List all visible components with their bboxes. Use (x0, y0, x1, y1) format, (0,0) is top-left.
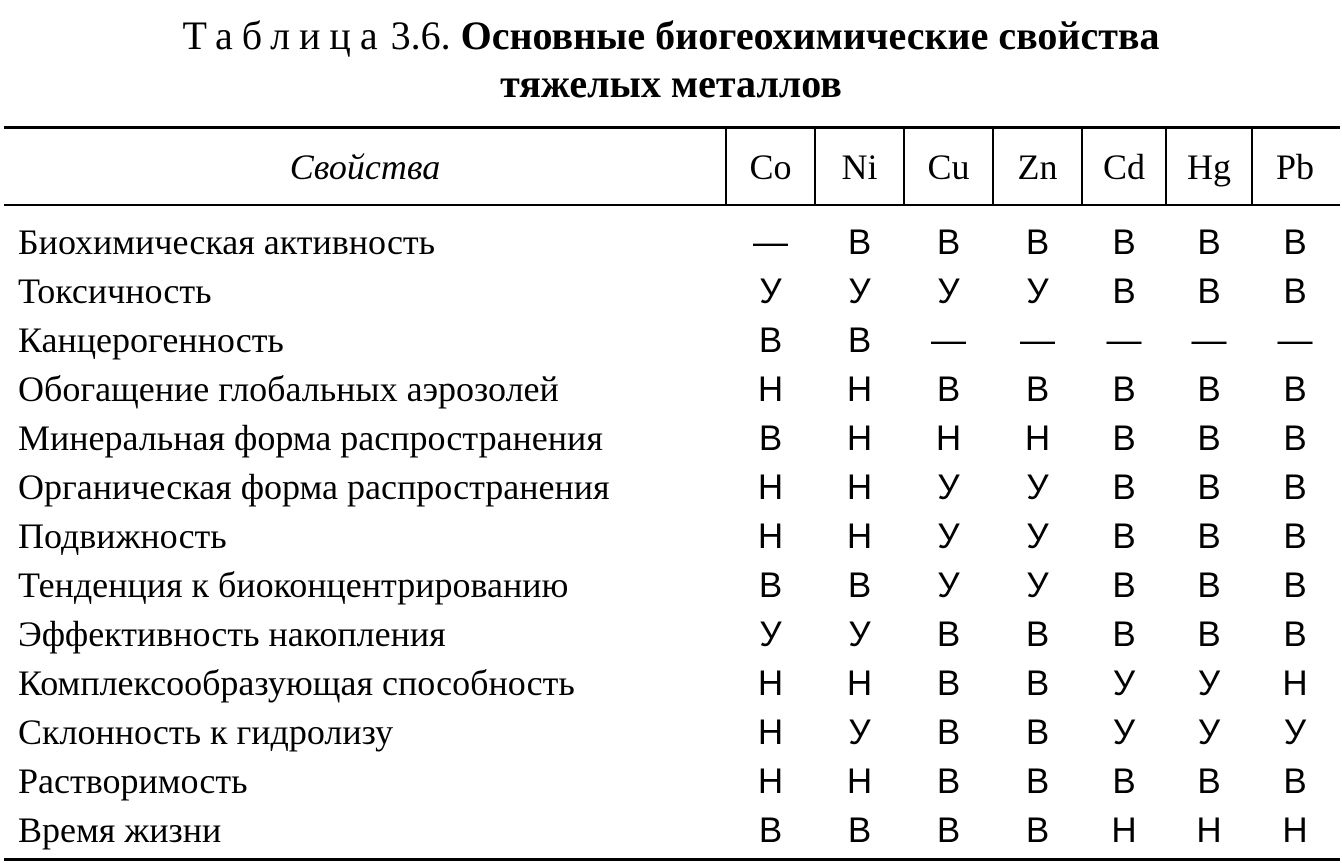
cell-ni: Н (846, 664, 873, 703)
header-divider (1165, 129, 1167, 204)
cell-cu: В (936, 762, 961, 801)
cell-pb: В (1283, 419, 1307, 458)
cell-hg: В (1197, 615, 1221, 654)
table-row (0, 365, 1342, 414)
cell-cd: У (1112, 664, 1136, 703)
row-property-name: Комплексообразующая способность (18, 663, 575, 703)
cell-zn: У (1026, 272, 1049, 311)
table-row (0, 414, 1342, 463)
cell-hg: В (1197, 517, 1221, 556)
cell-ni: В (847, 566, 872, 605)
header-divider (814, 129, 816, 204)
row-property-name: Тенденция к биоконцентрированию (18, 565, 569, 605)
cell-zn: В (1025, 713, 1050, 752)
header-divider (1081, 129, 1083, 204)
cell-zn: Н (1024, 419, 1051, 458)
table-caption (0, 12, 1342, 60)
table-caption-text-line2: тяжелых металлов (500, 61, 842, 106)
table-caption-text: Основные биогеохимические свойства (460, 13, 1160, 58)
cell-zn: В (1025, 762, 1050, 801)
cell-pb: В (1283, 517, 1307, 556)
cell-co: Н (757, 664, 784, 703)
table-row (0, 316, 1342, 365)
cell-ni: В (847, 811, 872, 850)
cell-co: В (758, 419, 783, 458)
header-ni: Ni (841, 146, 878, 187)
table-row (0, 218, 1342, 267)
cell-zn: В (1025, 370, 1050, 409)
row-property-name: Склонность к гидролизу (18, 712, 394, 752)
table-header-rule (4, 204, 1340, 206)
cell-pb: В (1283, 762, 1307, 801)
cell-pb: Н (1282, 664, 1308, 703)
table-bottom-rule (4, 858, 1340, 861)
cell-cu: В (936, 713, 961, 752)
cell-co: Н (757, 762, 784, 801)
header-pb: Pb (1275, 146, 1315, 187)
row-property-name: Обогащение глобальных аэрозолей (18, 369, 559, 409)
cell-hg: — (1191, 321, 1227, 360)
table-row (0, 806, 1342, 855)
cell-cd: В (1112, 419, 1136, 458)
table-row (0, 561, 1342, 610)
cell-ni: В (847, 321, 872, 360)
cell-zn: У (1026, 566, 1049, 605)
table-row (0, 610, 1342, 659)
cell-ni: Н (846, 419, 873, 458)
cell-co: Н (757, 468, 784, 507)
cell-pb: — (1277, 321, 1313, 360)
cell-hg: В (1197, 223, 1221, 262)
cell-co: В (758, 566, 783, 605)
cell-ni: У (848, 272, 871, 311)
cell-zn: В (1025, 615, 1050, 654)
cell-co: Н (757, 517, 784, 556)
cell-zn: У (1026, 517, 1049, 556)
cell-cu: У (937, 566, 960, 605)
cell-cu: В (936, 223, 961, 262)
cell-cd: В (1112, 468, 1136, 507)
cell-pb: В (1283, 272, 1307, 311)
cell-co: У (759, 615, 782, 654)
cell-hg: В (1197, 419, 1221, 458)
cell-co: Н (757, 713, 784, 752)
cell-co: У (759, 272, 782, 311)
row-property-name: Время жизни (18, 810, 222, 850)
cell-hg: У (1197, 664, 1221, 703)
header-co: Co (749, 146, 792, 187)
cell-pb: В (1283, 566, 1307, 605)
cell-zn: — (1020, 321, 1055, 360)
table-row (0, 512, 1342, 561)
cell-cd: В (1112, 566, 1136, 605)
cell-pb: В (1283, 468, 1307, 507)
cell-pb: В (1283, 223, 1307, 262)
cell-ni: Н (846, 762, 873, 801)
cell-co: — (753, 223, 788, 262)
cell-pb: Н (1282, 811, 1308, 850)
cell-hg: В (1197, 468, 1221, 507)
cell-cu: У (937, 468, 960, 507)
cell-ni: Н (846, 468, 873, 507)
header-divider (725, 129, 727, 204)
cell-cu: В (936, 615, 961, 654)
cell-zn: В (1025, 811, 1050, 850)
cell-cd: В (1112, 223, 1136, 262)
header-cu: Cu (927, 146, 970, 187)
cell-cd: У (1112, 713, 1136, 752)
cell-ni: У (848, 615, 871, 654)
cell-cu: — (931, 321, 966, 360)
cell-hg: Н (1196, 811, 1222, 850)
table-row (0, 463, 1342, 512)
row-property-name: Биохимическая активность (18, 222, 436, 262)
table-caption-label: Таблица (182, 13, 387, 58)
cell-hg: В (1197, 272, 1221, 311)
cell-co: В (758, 811, 783, 850)
row-property-name: Эффективность накопления (18, 614, 446, 654)
header-divider (992, 129, 994, 204)
row-property-name: Органическая форма распространения (18, 467, 610, 507)
cell-zn: У (1026, 468, 1049, 507)
table-row (0, 708, 1342, 757)
cell-cu: В (936, 370, 961, 409)
cell-cd: — (1106, 321, 1142, 360)
cell-co: Н (757, 370, 784, 409)
cell-ni: Н (846, 370, 873, 409)
row-property-name: Токсичность (18, 271, 212, 311)
cell-zn: В (1025, 223, 1050, 262)
table-caption-number: 3.6. (390, 13, 451, 58)
cell-cu: Н (935, 419, 962, 458)
table-row (0, 757, 1342, 806)
table-header-row (0, 129, 1342, 204)
cell-pb: В (1283, 370, 1307, 409)
cell-hg: В (1197, 566, 1221, 605)
cell-ni: Н (846, 517, 873, 556)
cell-cu: У (937, 272, 960, 311)
cell-cd: В (1112, 762, 1136, 801)
cell-hg: У (1197, 713, 1221, 752)
header-divider (1251, 129, 1253, 204)
cell-cu: У (937, 517, 960, 556)
header-divider (903, 129, 905, 204)
cell-hg: В (1197, 370, 1221, 409)
cell-cd: В (1112, 615, 1136, 654)
row-property-name: Минеральная форма распространения (18, 418, 603, 458)
cell-ni: В (847, 223, 872, 262)
cell-cd: В (1112, 272, 1136, 311)
cell-co: В (758, 321, 783, 360)
table-row (0, 267, 1342, 316)
table-row (0, 659, 1342, 708)
header-hg: Hg (1187, 146, 1231, 187)
row-property-name: Канцерогенность (18, 320, 284, 360)
header-property: Свойства (289, 146, 441, 187)
row-property-name: Растворимость (18, 761, 248, 801)
row-property-name: Подвижность (18, 516, 227, 556)
cell-pb: В (1283, 615, 1307, 654)
header-cd: Cd (1102, 146, 1145, 187)
cell-cd: В (1112, 370, 1136, 409)
header-zn: Zn (1017, 146, 1058, 187)
cell-zn: В (1025, 664, 1050, 703)
cell-cd: Н (1111, 811, 1137, 850)
cell-cd: В (1112, 517, 1136, 556)
cell-pb: У (1283, 713, 1307, 752)
cell-cu: В (936, 664, 961, 703)
cell-cu: В (936, 811, 961, 850)
cell-ni: У (848, 713, 871, 752)
cell-hg: В (1197, 762, 1221, 801)
